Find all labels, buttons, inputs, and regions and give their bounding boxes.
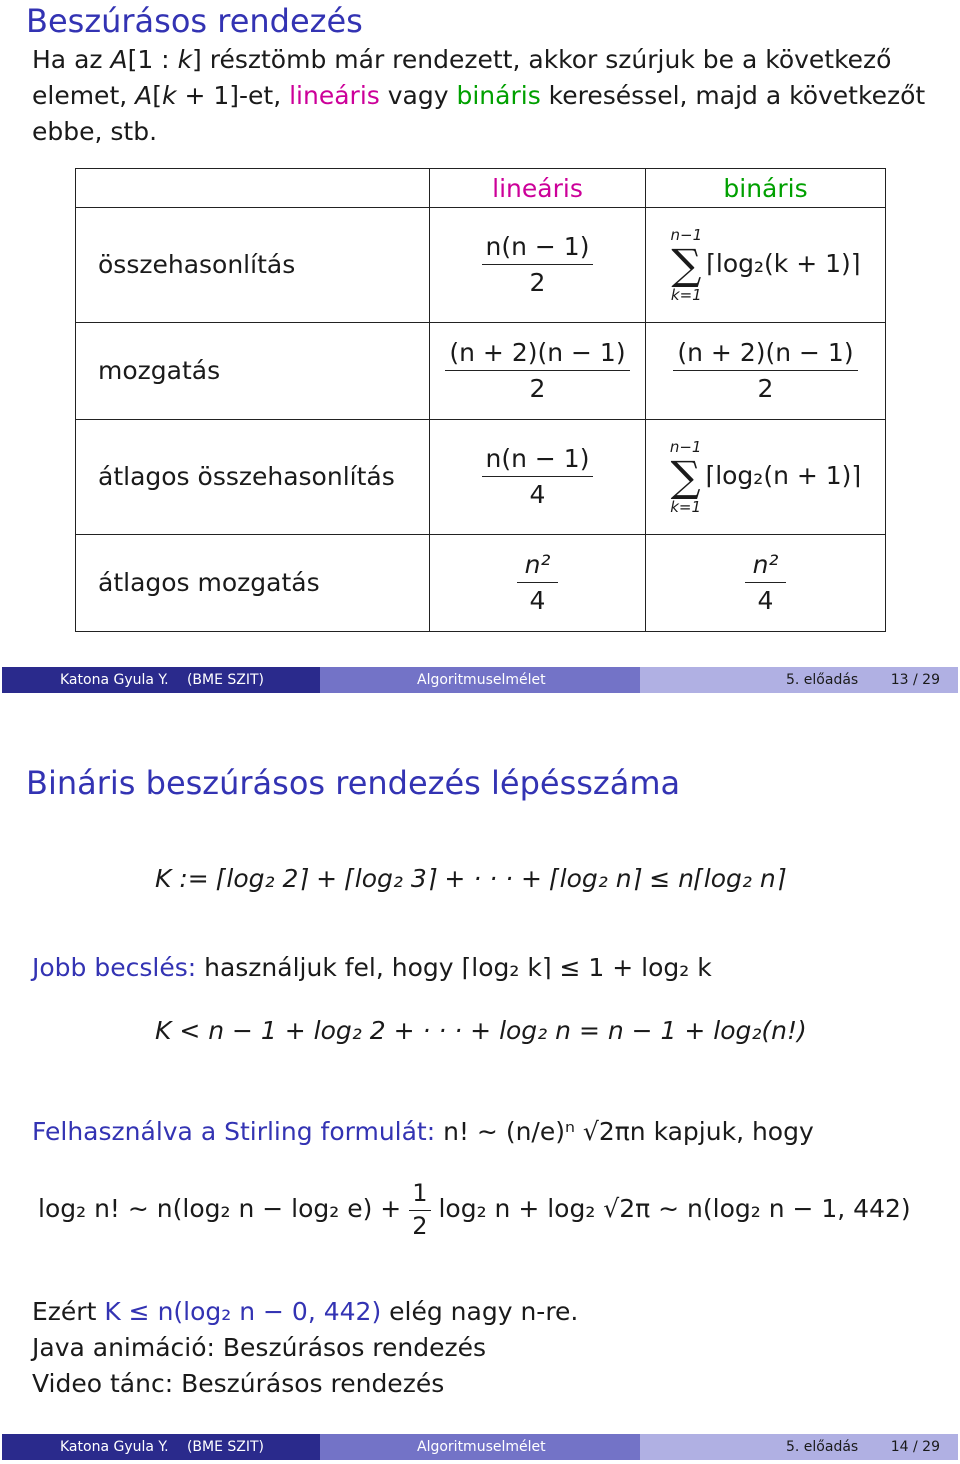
intro-line-3: ebbe, stb. [32,117,158,146]
sum-upper: n−1 [669,437,702,456]
complexity-table [75,168,886,632]
better-estimate-label: Jobb becslés: [32,953,197,982]
slide2-footer [2,1434,958,1460]
slide1-title: Beszúrásos rendezés [26,2,363,40]
denominator: 2 [529,268,546,298]
highlight-binary: bináris [456,81,541,110]
intro-line-1 [32,42,925,78]
better-estimate-text: használjuk fel, hogy ⌈log₂ k⌉ ≤ 1 + log₂ k [196,953,712,982]
math-var: A [135,81,153,110]
header-linear: lineáris [430,169,646,208]
footer-lecture-block [640,1434,958,1460]
math-var: A [110,45,128,74]
cell-binary [646,322,886,419]
numerator: 1 [409,1180,430,1211]
equation-left: log₂ n! ∼ n(log₂ n − log₂ e) + [38,1194,402,1224]
text: kereséssel, majd a következőt [540,81,926,110]
conclusion-bound: K ≤ n(log₂ n − 0, 442) [104,1297,382,1326]
row-label: átlagos összehasonlítás [76,419,430,534]
slide1-intro [32,42,925,150]
video-dance-link[interactable]: Video tánc: Beszúrásos rendezés [32,1369,445,1398]
denominator: 4 [529,480,546,510]
cell-binary [646,534,886,631]
numerator: n² [517,550,559,584]
table-corner [76,169,430,208]
text: [ [152,81,163,110]
footer-author: Katona Gyula Y. [60,1439,169,1455]
denominator: 2 [757,374,774,404]
footer-org: (BME SZIT) [186,672,264,688]
footer-lecture: 5. előadás [786,1439,859,1455]
fraction [673,338,857,404]
footer-lecture-block [640,667,958,693]
math-var: k [162,81,177,110]
denominator: 2 [412,1211,428,1240]
cell-linear [430,534,646,631]
footer-course: Algoritmuselmélet [320,667,640,693]
table-row [76,419,886,534]
sum-lower: k=1 [670,285,702,304]
footer-author: Katona Gyula Y. [60,672,169,688]
java-animation-link[interactable]: Java animáció: Beszúrásos rendezés [32,1333,487,1362]
cell-linear [430,419,646,534]
table-row [76,322,886,419]
better-estimate-line [32,950,712,986]
text: Ha az [32,45,111,74]
header-binary: bináris [646,169,886,208]
equation-k-sum: K := ⌈log₂ 2⌉ + ⌈log₂ 3⌉ + · · · + ⌈log₂ n⌉ ≤ n⌈log₂ n⌉ [155,864,786,893]
cell-linear [430,322,646,419]
fraction [517,550,559,616]
stirling-text: n! ∼ (n/e)ⁿ √2πn kapjuk, hogy [435,1117,814,1146]
footer-org: (BME SZIT) [186,1439,264,1455]
footer-author-block [2,667,320,693]
sigma-glyph: ∑ [670,451,701,501]
numerator: n(n − 1) [482,232,594,266]
denominator: 4 [757,586,774,616]
footer-lecture: 5. előadás [786,672,859,688]
table-header-row [76,169,886,208]
fraction [445,338,629,404]
sum-symbol [670,438,702,516]
text: vagy [379,81,457,110]
text: ] résztömb már rendezett, akkor szúrjuk be a következő [192,45,892,74]
sum-body: ⌈log₂(n + 1)⌉ [705,460,862,490]
stirling-label: Felhasználva a Stirling formulát: [32,1117,436,1146]
intro-line-2 [32,78,925,114]
numerator: n² [745,550,787,584]
fraction [482,444,594,510]
equation-right: log₂ n + log₂ √2π ∼ n(log₂ n − 1, 442) [438,1194,911,1224]
denominator: 2 [529,374,546,404]
table-row [76,208,886,323]
sum-body: ⌈log₂(k + 1)⌉ [706,248,861,278]
footer-course: Algoritmuselmélet [320,1434,640,1460]
fraction [482,232,594,298]
sum-lower: k=1 [670,497,702,516]
equation-stirling [38,1180,911,1240]
stirling-line [32,1114,814,1150]
numerator: (n + 2)(n − 1) [673,338,857,372]
slide2-title: Bináris beszúrásos rendezés lépésszáma [26,764,681,802]
slide1-footer [2,667,958,693]
footer-page-number: 13 / 29 [890,672,940,688]
math-var: k [177,45,193,74]
text: elég nagy n-re. [381,1297,579,1326]
sigma-glyph: ∑ [671,239,702,289]
text: [1 : [127,45,178,74]
text: Ezért [32,1297,105,1326]
numerator: (n + 2)(n − 1) [445,338,629,372]
row-label: átlagos mozgatás [76,534,430,631]
denominator: 4 [529,586,546,616]
row-label: összehasonlítás [76,208,430,323]
footer-page-number: 14 / 29 [890,1439,940,1455]
table-row [76,534,886,631]
text: elemet, [32,81,136,110]
highlight-linear: lineáris [289,81,380,110]
footer-author-block [2,1434,320,1460]
fraction-one-half [409,1180,430,1240]
cell-linear [430,208,646,323]
row-label: mozgatás [76,322,430,419]
sum-upper: n−1 [670,225,703,244]
sum-symbol [671,226,703,304]
numerator: n(n − 1) [482,444,594,478]
text: + 1]-et, [176,81,290,110]
conclusion-line [32,1294,578,1330]
cell-binary [646,208,886,323]
equation-k-bound: K < n − 1 + log₂ 2 + · · · + log₂ n = n − 1 + log₂(n!) [155,1016,807,1045]
fraction [745,550,787,616]
cell-binary [646,419,886,534]
